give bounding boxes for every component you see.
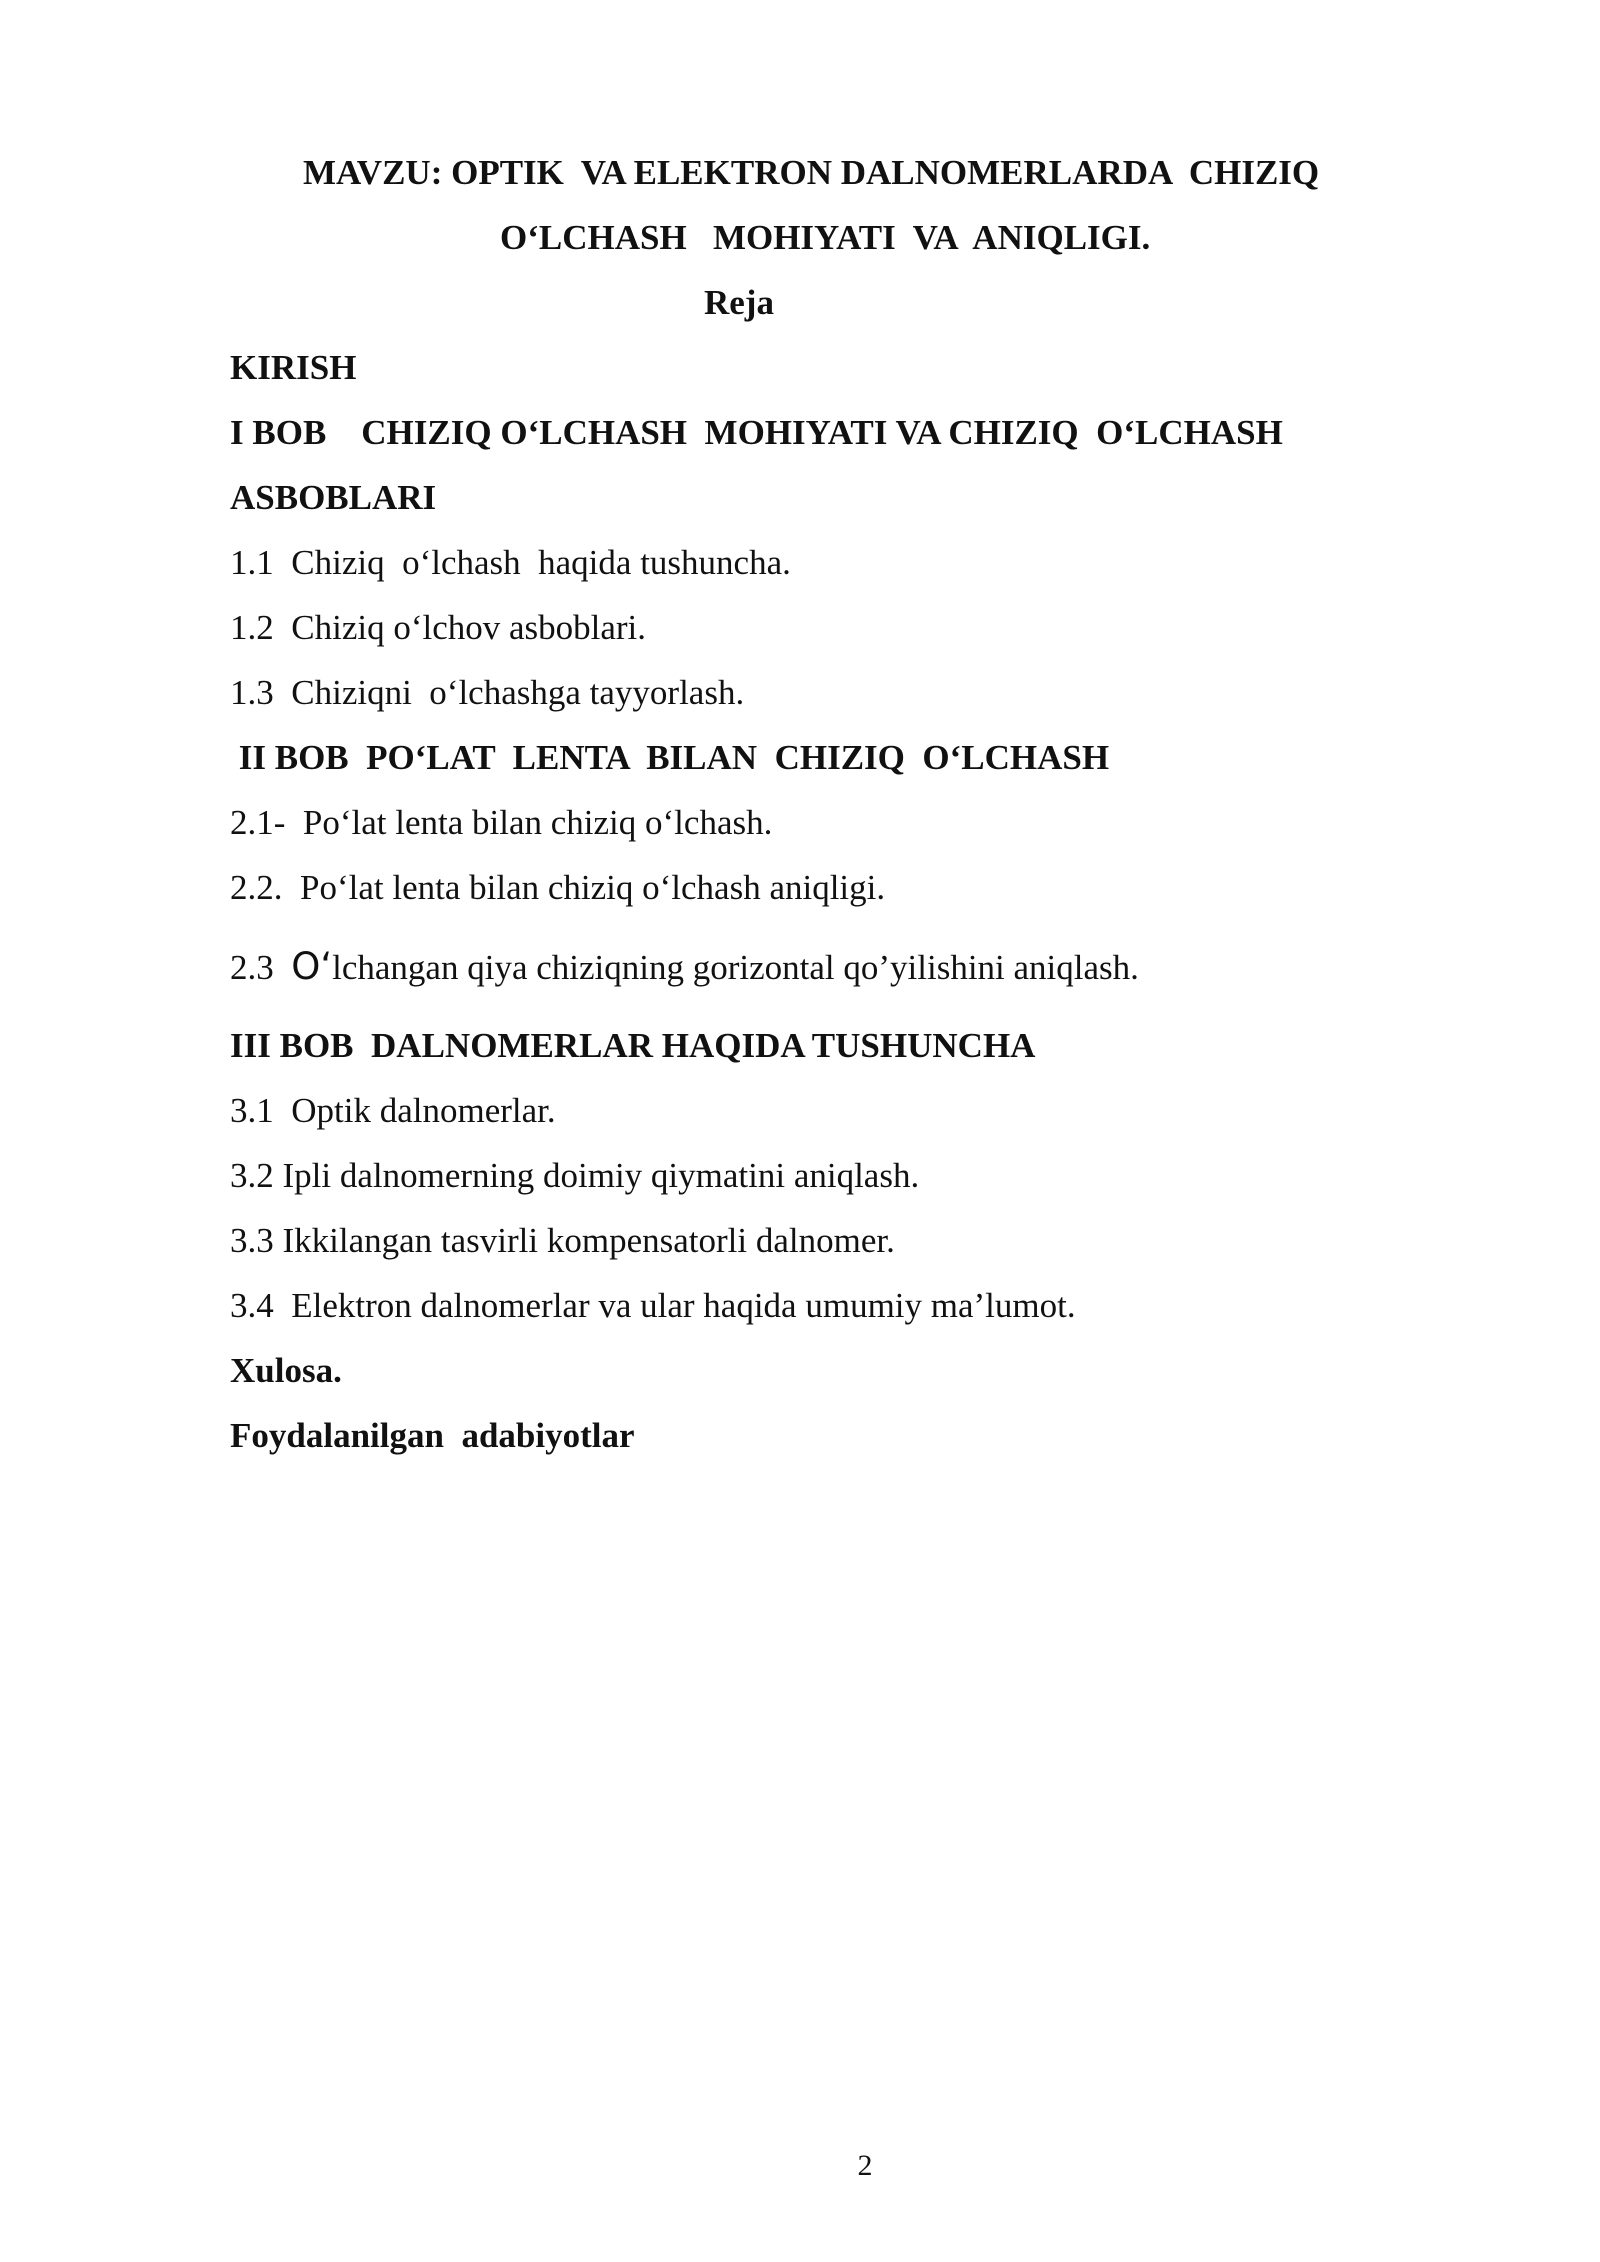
references-heading: Foydalanilgan adabiyotlar bbox=[230, 1416, 635, 1455]
title-line-1: MAVZU: OPTIK VA ELEKTRON DALNOMERLARDA CHIZIQ bbox=[303, 153, 1320, 192]
toc-item-2-3-initial: O‘ bbox=[291, 945, 333, 988]
toc-item-2-1: 2.1- Po‘lat lenta bilan chiziq o‘lchash. bbox=[230, 803, 773, 842]
title-line-2: O‘LCHASH MOHIYATI VA ANIQLIGI. bbox=[500, 218, 1151, 257]
toc-item-2-2: 2.2. Po‘lat lenta bilan chiziq o‘lchash aniqligi. bbox=[230, 868, 886, 907]
toc-item-3-4: 3.4 Elektron dalnomerlar va ular haqida umumiy ma’lumot. bbox=[230, 1286, 1076, 1325]
toc-item-3-1: 3.1 Optik dalnomerlar. bbox=[230, 1091, 556, 1130]
chapter-2-heading: II BOB PO‘LAT LENTA BILAN CHIZIQ O‘LCHASH bbox=[230, 738, 1110, 777]
toc-item-1-2: 1.2 Chiziq o‘lchov asboblari. bbox=[230, 608, 647, 647]
toc-item-2-3 bbox=[230, 946, 1139, 989]
chapter-1-heading-continuation: ASBOBLARI bbox=[230, 478, 437, 517]
toc-item-3-3: 3.3 Ikkilangan tasvirli kompensatorli dalnomer. bbox=[230, 1221, 895, 1260]
intro-heading: KIRISH bbox=[230, 348, 357, 387]
toc-item-2-3-text: lchangan qiya chiziqning gorizontal qo’yilishini aniqlash. bbox=[332, 948, 1139, 987]
toc-item-1-1: 1.1 Chiziq o‘lchash haqida tushuncha. bbox=[230, 543, 791, 582]
toc-item-2-3-number: 2.3 bbox=[230, 948, 292, 987]
toc-item-1-3: 1.3 Chiziqni o‘lchashga tayyorlash. bbox=[230, 673, 745, 712]
chapter-1-heading: I BOB CHIZIQ O‘LCHASH MOHIYATI VA CHIZIQ O‘LCHASH bbox=[230, 413, 1283, 452]
page-number: 2 bbox=[857, 2149, 873, 2182]
toc-item-3-2: 3.2 Ipli dalnomerning doimiy qiymatini aniqlash. bbox=[230, 1156, 920, 1195]
conclusion-heading: Xulosa. bbox=[230, 1351, 342, 1390]
plan-heading: Reja bbox=[704, 283, 774, 322]
chapter-3-heading: III BOB DALNOMERLAR HAQIDA TUSHUNCHA bbox=[230, 1026, 1036, 1065]
